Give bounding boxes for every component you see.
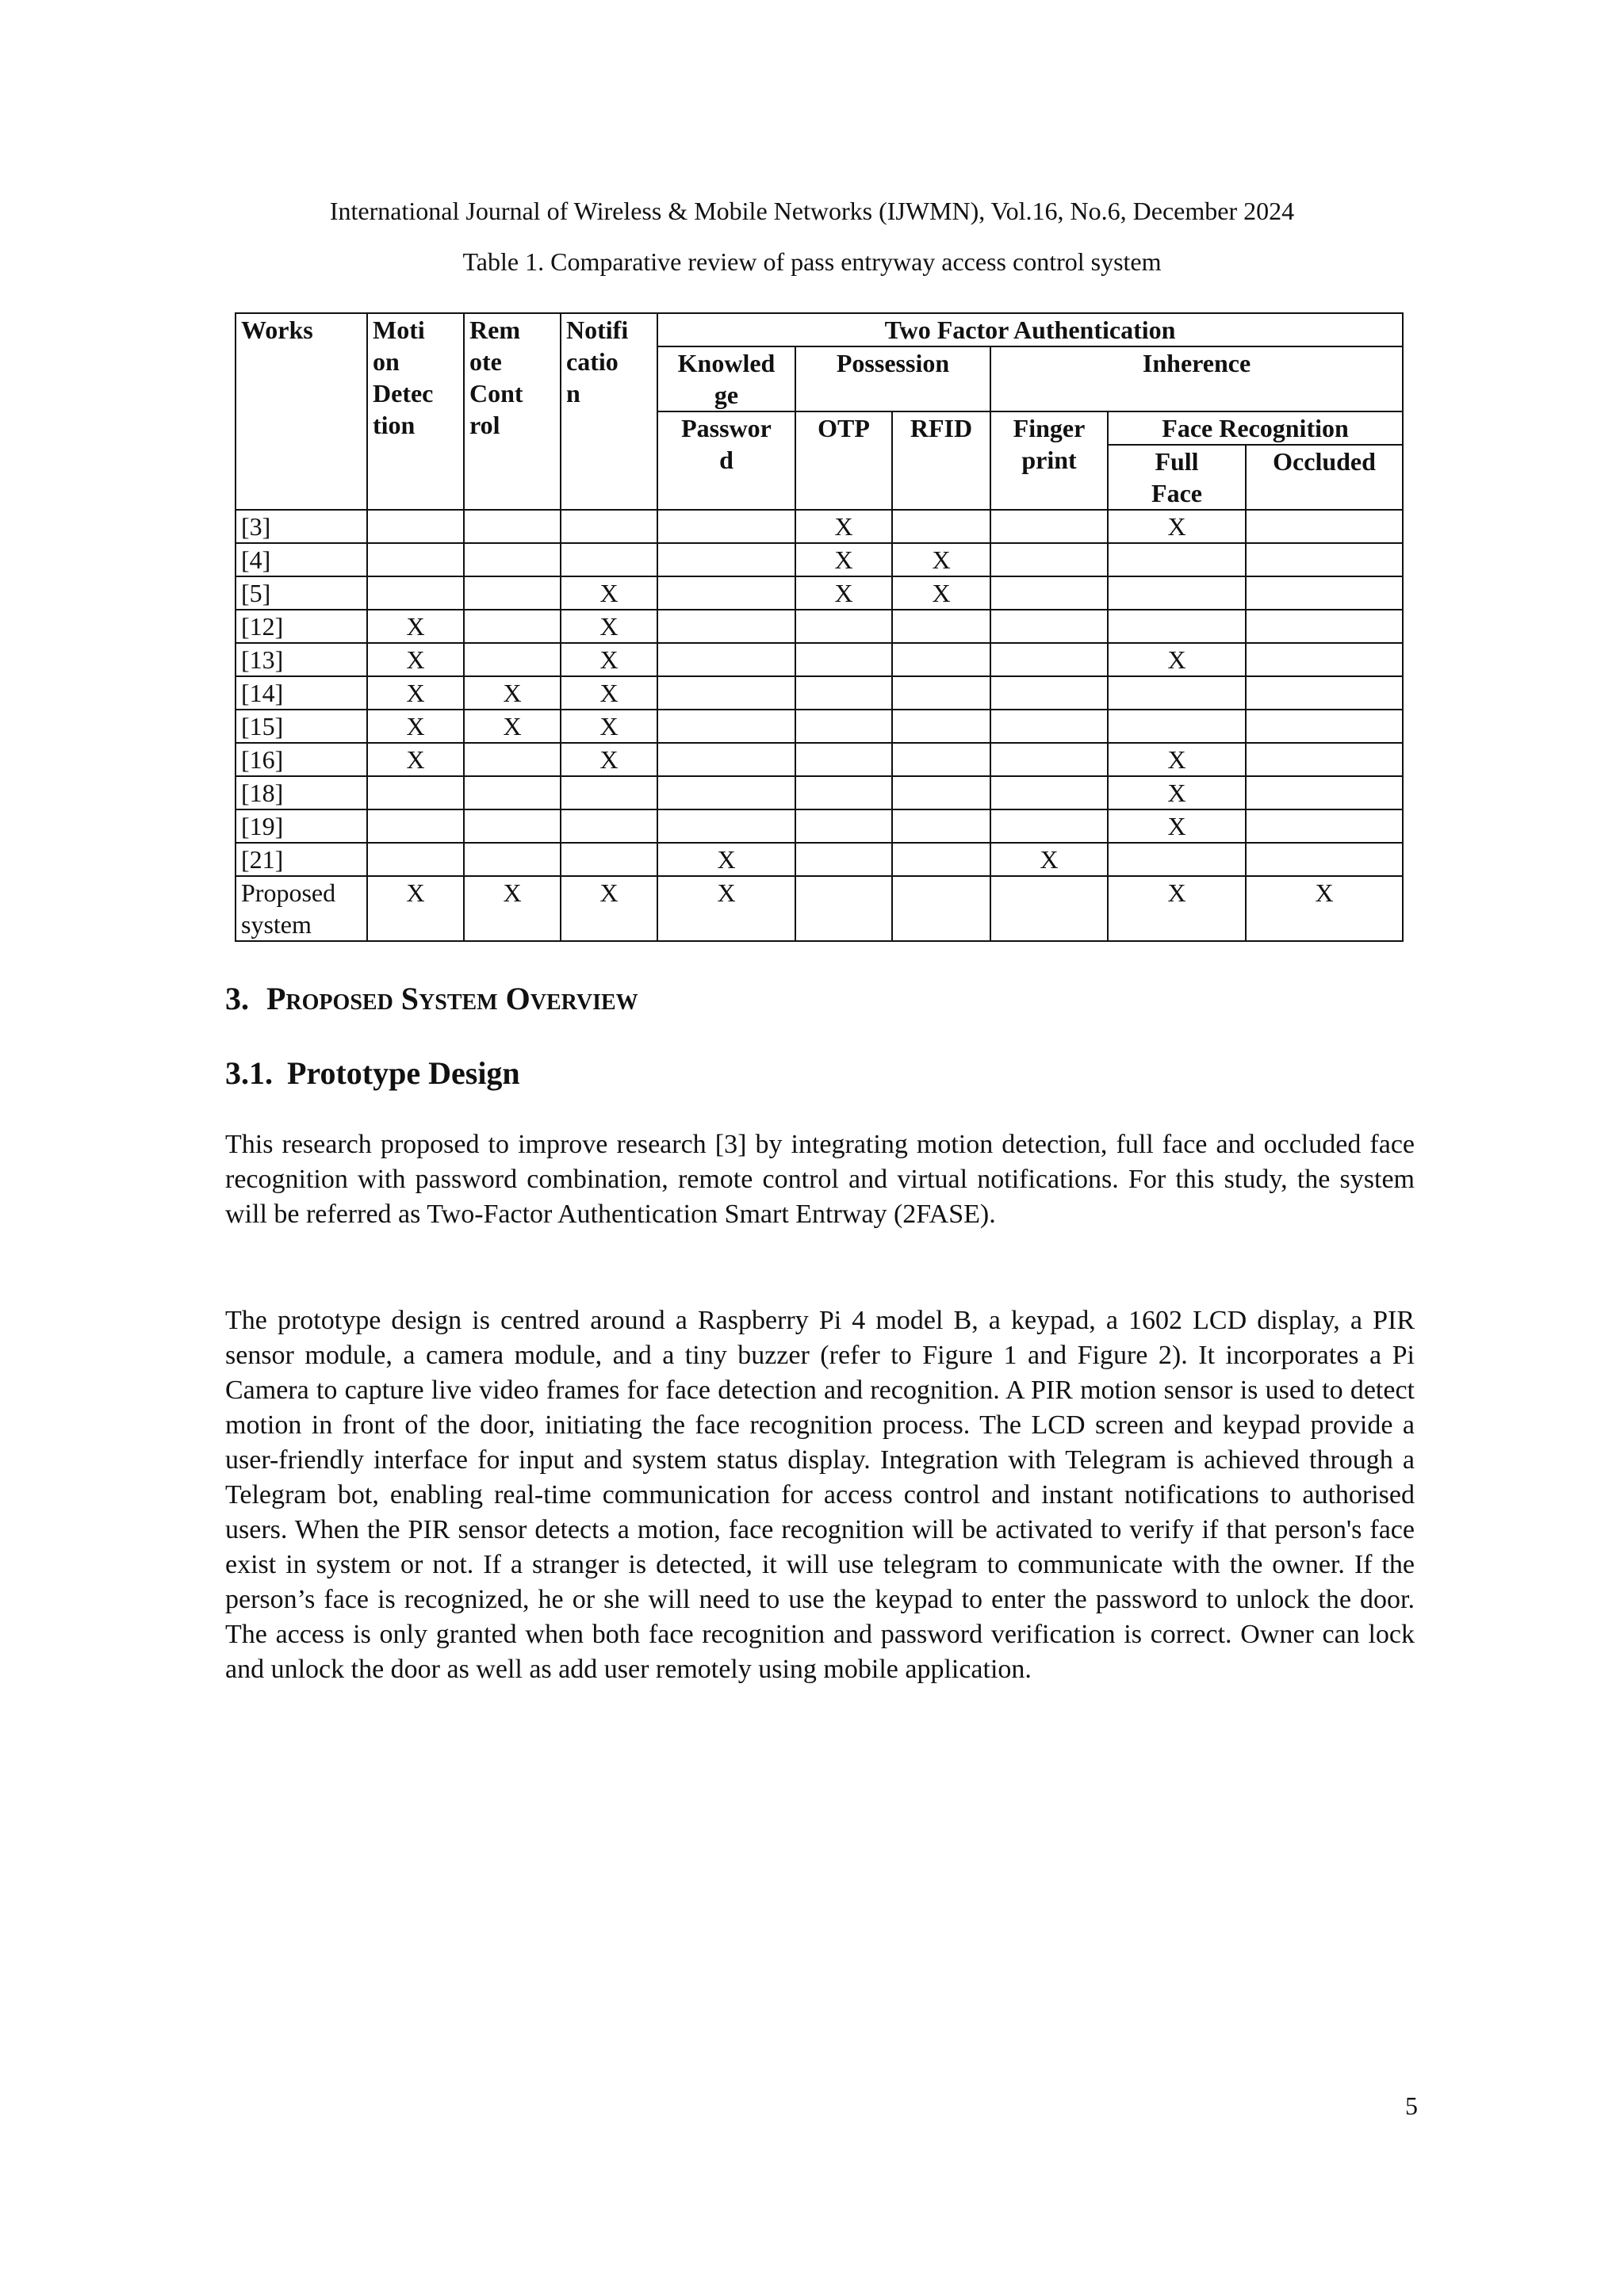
table-row [236, 710, 1403, 743]
cell-full-face [1108, 676, 1246, 710]
cell-otp [795, 610, 892, 643]
cell-full-face [1108, 843, 1246, 876]
cell-otp [795, 809, 892, 843]
cell-remote [464, 576, 561, 610]
page-number: 5 [1405, 2091, 1418, 2120]
cell-fingerprint [990, 876, 1108, 941]
table-row [236, 809, 1403, 843]
cell-full-face [1108, 543, 1246, 576]
header-remote-control: Rem ote Cont rol [464, 313, 561, 510]
cell-occluded [1246, 643, 1403, 676]
cell-rfid: X [892, 543, 990, 576]
cell-work-ref: [5] [236, 576, 367, 610]
cell-occluded [1246, 809, 1403, 843]
cell-motion: X [367, 610, 464, 643]
header-notification: Notifi catio n [561, 313, 657, 510]
header-otp: OTP [795, 411, 892, 510]
cell-notification [561, 843, 657, 876]
header-occluded: Occluded [1246, 445, 1403, 510]
cell-fingerprint: X [990, 843, 1108, 876]
cell-fingerprint [990, 510, 1108, 543]
cell-full-face: X [1108, 643, 1246, 676]
cell-remote [464, 809, 561, 843]
cell-otp [795, 776, 892, 809]
cell-occluded [1246, 510, 1403, 543]
cell-otp [795, 876, 892, 941]
cell-remote [464, 643, 561, 676]
subsection-number: 3.1. [225, 1055, 273, 1091]
cell-password [657, 776, 795, 809]
header-fingerprint: Finger print [990, 411, 1108, 510]
cell-full-face: X [1108, 809, 1246, 843]
header-motion-detection: Moti on Detec tion [367, 313, 464, 510]
section-heading [225, 980, 638, 1018]
cell-occluded [1246, 710, 1403, 743]
table-row [236, 776, 1403, 809]
cell-work-ref: [14] [236, 676, 367, 710]
cell-occluded: X [1246, 876, 1403, 941]
running-header: International Journal of Wireless & Mobile Networks (IJWMN), Vol.16, No.6, December 2024 [329, 197, 1295, 225]
cell-occluded [1246, 576, 1403, 610]
cell-otp [795, 843, 892, 876]
header-possession: Possession [795, 346, 990, 411]
cell-notification [561, 809, 657, 843]
cell-password [657, 743, 795, 776]
table-row [236, 843, 1403, 876]
cell-rfid [892, 876, 990, 941]
cell-full-face: X [1108, 743, 1246, 776]
cell-notification: X [561, 576, 657, 610]
cell-rfid [892, 743, 990, 776]
cell-full-face [1108, 710, 1246, 743]
cell-work-ref: [4] [236, 543, 367, 576]
paragraph-prototype: The prototype design is centred around a Raspberry Pi 4 model B, a keypad, a 1602 LCD display, a PIR sensor module, a camera module, and a tiny buzzer (refer to Figure 1 and Figure 2). It incorporates a Pi Camera to capture live video frames for face detection and recognition. A PIR motion sensor is used to detect motion in front of the door, initiating the face recognition process. The LCD screen and keypad provide a user-friendly interface for input and system status display. Integration with Telegram is achieved through a Telegram bot, enabling real-time communication for access control and instant notifications to authorised users. When the PIR sensor detects a motion, face recognition will be activated to verify if that person's face exist in system or not. If a stranger is detected, it will use telegram to communicate with the owner. If the person’s face is recognized, he or she will need to use the keypad to enter the password to unlock the door. The access is only granted when both face recognition and password verification is correct. Owner can lock and unlock the door as well as add user remotely using mobile application. [225, 1306, 1415, 1684]
cell-full-face [1108, 576, 1246, 610]
cell-occluded [1246, 843, 1403, 876]
cell-motion [367, 510, 464, 543]
header-rfid: RFID [892, 411, 990, 510]
cell-password [657, 809, 795, 843]
cell-full-face: X [1108, 510, 1246, 543]
cell-notification [561, 510, 657, 543]
cell-password [657, 676, 795, 710]
cell-password [657, 710, 795, 743]
cell-rfid [892, 610, 990, 643]
cell-rfid [892, 809, 990, 843]
cell-rfid: X [892, 576, 990, 610]
cell-motion: X [367, 676, 464, 710]
cell-remote [464, 610, 561, 643]
cell-notification [561, 776, 657, 809]
cell-occluded [1246, 776, 1403, 809]
header-password: Passwor d [657, 411, 795, 510]
cell-otp [795, 743, 892, 776]
cell-password: X [657, 876, 795, 941]
cell-full-face: X [1108, 876, 1246, 941]
paragraph-intro: This research proposed to improve research [3] by integrating motion detection, full face and occluded face recognition with password combination, remote control and virtual notifications. For this study, the system will be referred as Two-Factor Authentication Smart Entrway (2FASE). [225, 1130, 1415, 1229]
cell-notification: X [561, 710, 657, 743]
cell-work-ref: Proposed system [236, 876, 367, 941]
cell-password [657, 610, 795, 643]
cell-remote [464, 776, 561, 809]
table-body [236, 510, 1403, 941]
cell-fingerprint [990, 676, 1108, 710]
cell-rfid [892, 710, 990, 743]
cell-remote [464, 743, 561, 776]
cell-fingerprint [990, 743, 1108, 776]
cell-motion [367, 576, 464, 610]
cell-motion: X [367, 876, 464, 941]
table-row [236, 543, 1403, 576]
cell-otp [795, 710, 892, 743]
header-two-factor-authentication: Two Factor Authentication [657, 313, 1403, 346]
cell-fingerprint [990, 809, 1108, 843]
cell-remote [464, 510, 561, 543]
cell-occluded [1246, 743, 1403, 776]
cell-rfid [892, 676, 990, 710]
cell-notification: X [561, 876, 657, 941]
comparison-table [235, 312, 1404, 942]
cell-otp [795, 676, 892, 710]
cell-work-ref: [12] [236, 610, 367, 643]
cell-motion [367, 843, 464, 876]
table-row [236, 876, 1403, 941]
header-knowledge: Knowled ge [657, 346, 795, 411]
cell-otp: X [795, 510, 892, 543]
cell-password [657, 576, 795, 610]
cell-occluded [1246, 676, 1403, 710]
table-row [236, 576, 1403, 610]
table-caption: Table 1. Comparative review of pass entryway access control system [462, 247, 1162, 276]
cell-work-ref: [16] [236, 743, 367, 776]
cell-password [657, 510, 795, 543]
cell-occluded [1246, 610, 1403, 643]
cell-notification: X [561, 610, 657, 643]
table-row [236, 610, 1403, 643]
header-inherence: Inherence [990, 346, 1403, 411]
cell-rfid [892, 510, 990, 543]
cell-full-face: X [1108, 776, 1246, 809]
table-row [236, 510, 1403, 543]
cell-otp: X [795, 543, 892, 576]
cell-rfid [892, 643, 990, 676]
table-row [236, 676, 1403, 710]
table-row [236, 643, 1403, 676]
cell-fingerprint [990, 610, 1108, 643]
cell-fingerprint [990, 643, 1108, 676]
subsection-heading [225, 1054, 520, 1093]
cell-notification: X [561, 676, 657, 710]
cell-work-ref: [18] [236, 776, 367, 809]
cell-otp [795, 643, 892, 676]
cell-password [657, 643, 795, 676]
cell-remote [464, 543, 561, 576]
cell-rfid [892, 843, 990, 876]
section-title: Proposed System Overview [266, 981, 638, 1016]
section-number: 3. [225, 981, 249, 1016]
cell-work-ref: [21] [236, 843, 367, 876]
cell-password: X [657, 843, 795, 876]
cell-work-ref: [15] [236, 710, 367, 743]
cell-rfid [892, 776, 990, 809]
cell-notification: X [561, 643, 657, 676]
table-row [236, 743, 1403, 776]
subsection-title: Prototype Design [287, 1055, 520, 1091]
header-works: Works [236, 313, 367, 510]
cell-work-ref: [3] [236, 510, 367, 543]
cell-remote: X [464, 676, 561, 710]
cell-motion [367, 776, 464, 809]
cell-work-ref: [13] [236, 643, 367, 676]
cell-occluded [1246, 543, 1403, 576]
cell-full-face [1108, 610, 1246, 643]
cell-remote: X [464, 710, 561, 743]
cell-otp: X [795, 576, 892, 610]
cell-remote [464, 843, 561, 876]
cell-fingerprint [990, 576, 1108, 610]
cell-motion: X [367, 743, 464, 776]
header-full-face: Full Face [1108, 445, 1246, 510]
cell-motion [367, 543, 464, 576]
cell-motion: X [367, 643, 464, 676]
cell-fingerprint [990, 543, 1108, 576]
cell-fingerprint [990, 776, 1108, 809]
cell-work-ref: [19] [236, 809, 367, 843]
cell-remote: X [464, 876, 561, 941]
header-face-recognition: Face Recognition [1108, 411, 1403, 445]
cell-motion: X [367, 710, 464, 743]
cell-fingerprint [990, 710, 1108, 743]
cell-notification [561, 543, 657, 576]
cell-notification: X [561, 743, 657, 776]
cell-password [657, 543, 795, 576]
cell-motion [367, 809, 464, 843]
